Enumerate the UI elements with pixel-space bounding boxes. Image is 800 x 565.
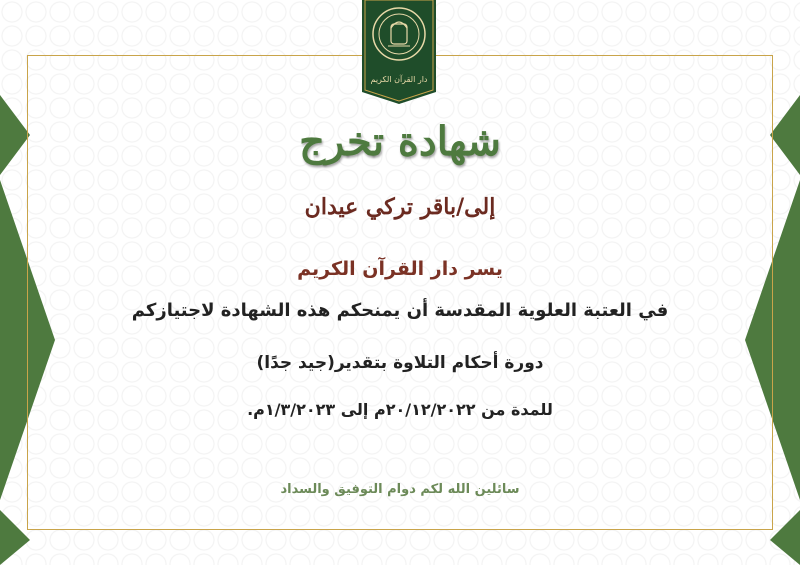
body-line-1: في العتبة العلوية المقدسة أن يمنحكم هذه الشهادة لاجتيازكم (131, 300, 669, 321)
certificate-title: شهادة تخرج (299, 118, 501, 165)
shrine-seal-emblem-icon (362, 0, 436, 104)
period-line: للمدة من ٢٠/١٢/٢٠٢٢م إلى ١/٣/٢٠٢٣م. (247, 400, 553, 419)
emblem-caption: دار القرآن الكريم (370, 75, 428, 84)
recipient-name: إلى/باقر تركي عيدان (304, 194, 496, 220)
body-line-2: دورة أحكام التلاوة بتقدير(جيد جدًا) (256, 353, 544, 373)
closing-line: سائلين الله لكم دوام التوفيق والسداد (280, 482, 520, 497)
issuer-line: يسر دار القرآن الكريم (297, 258, 503, 280)
